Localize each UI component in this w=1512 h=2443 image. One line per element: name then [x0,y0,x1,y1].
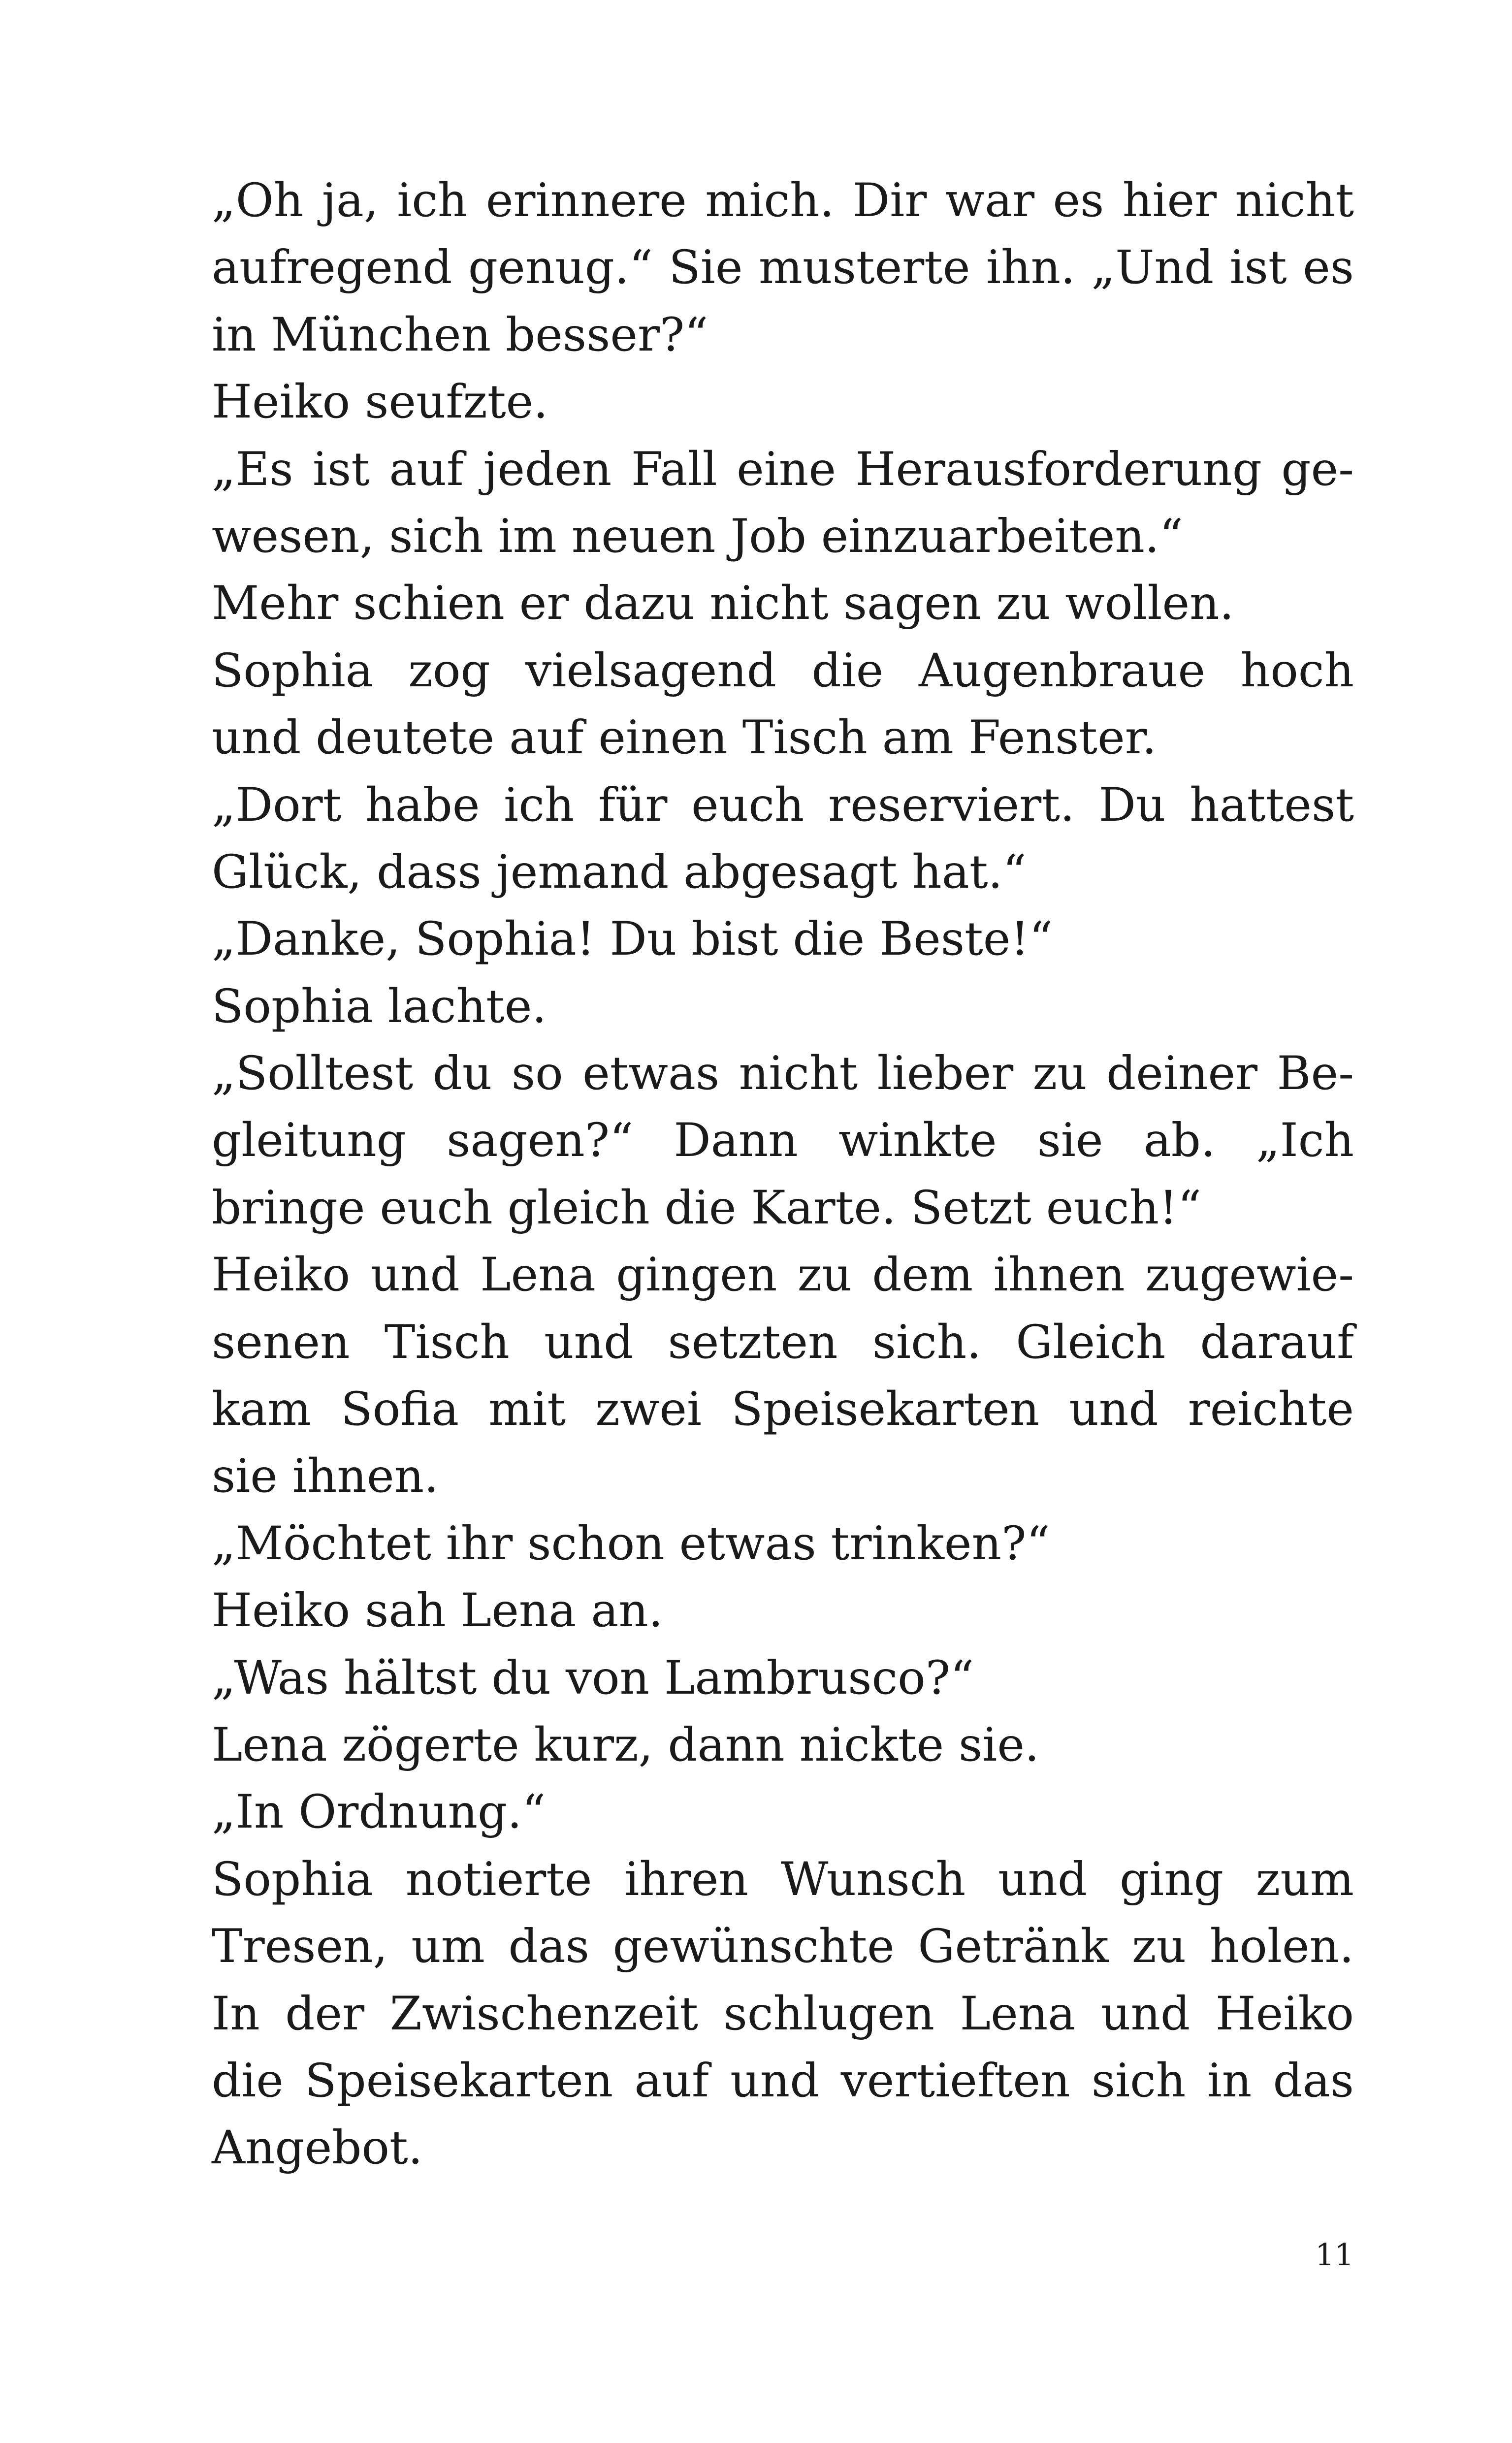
text-line: Heiko seufzte. [212,375,548,429]
text-line: senen Tisch und setzten sich. Gleich darauf [212,1315,1354,1369]
page-number: 11 [1315,2237,1354,2273]
text-line: „Solltest du so etwas nicht lieber zu deiner Be- [212,1047,1354,1101]
text-line: aufregend genug.“ Sie musterte ihn. „Und ist es [212,241,1354,295]
text-line: „Möchtet ihr schon etwas trinken?“ [212,1516,1050,1571]
text-line: „Oh ja, ich erinnere mich. Dir war es hier nicht [212,174,1354,227]
text-line: Lena zögerte kurz, dann nickte sie. [212,1718,1039,1772]
text-line: kam Sofia mit zwei Speisekarten und reichte [212,1382,1354,1437]
text-line: „In Ordnung.“ [212,1785,546,1839]
text-line: Tresen, um das gewünschte Getränk zu holen. [212,1920,1354,1974]
text-line: Glück, dass jemand abgesagt hat.“ [212,845,1027,899]
text-line: „Was hältst du von Lambrusco?“ [212,1651,974,1705]
text-line: In der Zwischenzeit schlugen Lena und Heiko [212,1987,1354,2041]
text-line: sie ihnen. [212,1449,439,1504]
text-line: Angebot. [212,2121,423,2175]
text-line: „Danke, Sophia! Du bist die Beste!“ [212,912,1053,966]
text-line: gleitung sagen?“ Dann winkte sie ab. „Ich [212,1114,1354,1168]
text-line: wesen, sich im neuen Job einzuarbeiten.“ [212,509,1183,563]
text-line: Sophia zog vielsagend die Augenbraue hoch [212,643,1354,698]
text-line: Mehr schien er dazu nicht sagen zu wollen. [212,577,1234,631]
text-line: Heiko sah Lena an. [212,1584,663,1638]
text-line: „Es ist auf jeden Fall eine Herausforderung ge- [212,442,1354,496]
text-line: die Speisekarten auf und vertieften sich in das [212,2054,1354,2108]
text-line: Heiko und Lena gingen zu dem ihnen zugewie- [212,1248,1354,1302]
text-line: in München besser?“ [212,308,708,362]
text-line: „Dort habe ich für euch reserviert. Du hattest [212,778,1354,832]
text-line: bringe euch gleich die Karte. Setzt euch!“ [212,1181,1201,1235]
body-text [212,167,1354,2182]
text-line: Sophia notierte ihren Wunsch und ging zum [212,1852,1354,1906]
text-line: und deutete auf einen Tisch am Fenster. [212,711,1157,765]
text-line: Sophia lachte. [212,979,547,1033]
